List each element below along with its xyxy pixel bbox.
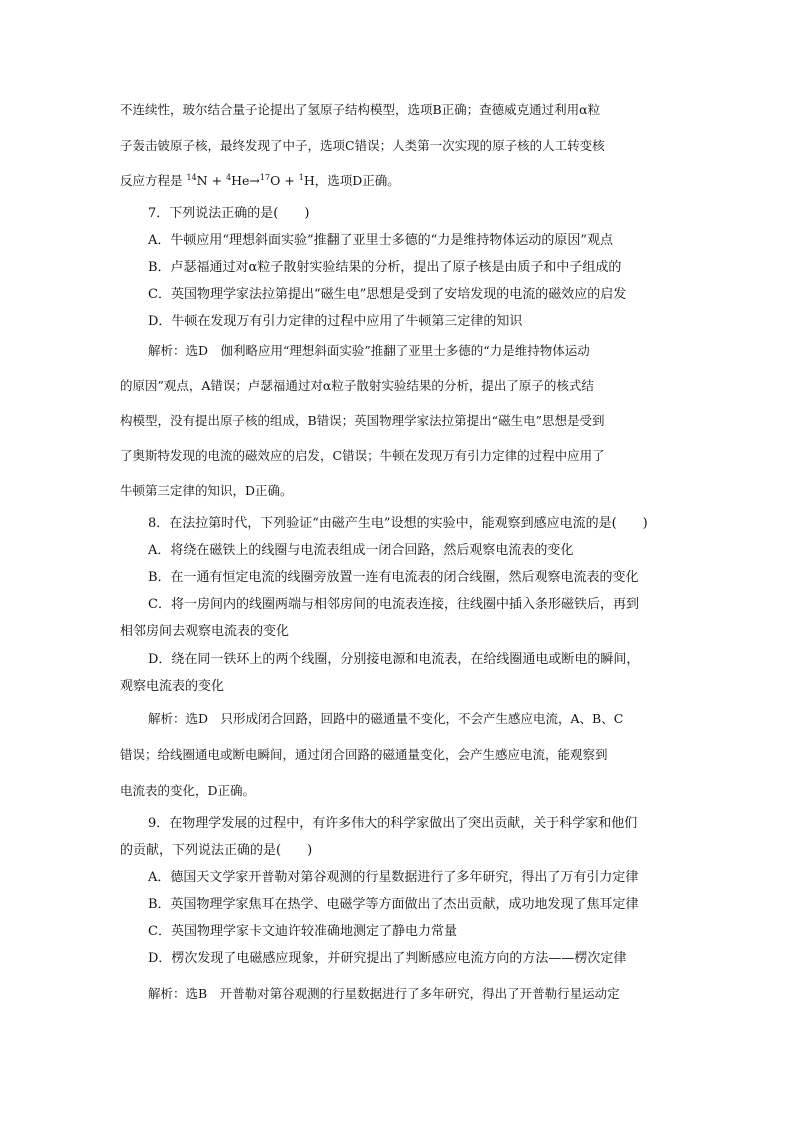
eq-superscript: 17 [259, 173, 271, 182]
answer-7-line: 解析：选D 伽利略应用“理想斜面实验”推翻了亚里士多德的“力是维持物体运动 [148, 343, 590, 358]
eq-superscript: 4 [226, 173, 232, 182]
eq-text: N + [196, 173, 227, 188]
answer-7-line: 牛顿第三定律的知识，D正确。 [120, 483, 293, 498]
eq-text: H，选项D正确。 [303, 173, 400, 188]
text-line: 不连续性，玻尔结合量子论提出了氢原子结构模型，选项B正确；查德威克通过利用α粒 [120, 102, 601, 117]
equation-line [120, 173, 676, 189]
question-8-option-d: D．绕在同一铁环上的两个线圈，分别接电源和电流表，在给线圈通电或断电的瞬间， [148, 652, 640, 667]
question-7-option-b: B．卢瑟福通过对α粒子散射实验结果的分析，提出了原子核是由质子和中子组成的 [148, 260, 622, 275]
answer-7-line: 的原因”观点，A错误；卢瑟福通过对α粒子散射实验结果的分析，提出了原子的核式结 [120, 378, 594, 393]
answer-7-line: 了奥斯特发现的电流的磁效应的启发，C错误；牛顿在发现万有引力定律的过程中应用了 [120, 448, 605, 463]
question-9-stem-cont: 的贡献，下列说法正确的是( ) [120, 843, 313, 858]
question-7-option-a: A．牛顿应用“理想斜面实验”推翻了亚里士多德的“力是维持物体运动的原因”观点 [148, 233, 613, 248]
question-9-stem: 9．在物理学发展的过程中，有许多伟大的科学家做出了突出贡献，关于科学家和他们 [148, 816, 638, 831]
eq-text: He→ [231, 173, 260, 188]
answer-9-line: 解析：选B 开普勒对第谷观测的行星数据进行了多年研究，得出了开普勒行星运动定 [148, 986, 620, 1001]
question-8-stem: 8．在法拉第时代，下列验证“由磁产生电”设想的实验中，能观察到感应电流的是( ) [148, 516, 648, 531]
question-9-option-c: C．英国物理学家卡文迪许较准确地测定了静电力常量 [148, 924, 457, 939]
answer-8-line: 解析：选D 只形成闭合回路，回路中的磁通量不变化，不会产生感应电流，A、B、C [148, 711, 624, 726]
answer-8-line: 错误；给线圈通电或断电瞬间，通过闭合回路的磁通量变化，会产生感应电流，能观察到 [120, 747, 608, 762]
question-8-option-b: B．在一通有恒定电流的线圈旁放置一连有电流表的闭合线圈，然后观察电流表的变化 [148, 570, 639, 585]
question-8-option-d-cont: 观察电流表的变化 [120, 679, 225, 694]
question-9-option-b: B．英国物理学家焦耳在热学、电磁学等方面做出了杰出贡献，成功地发现了焦耳定律 [148, 897, 639, 912]
answer-7-line: 构模型，没有提出原子核的组成，B错误；英国物理学家法拉第提出“磁生电”思想是受到 [120, 413, 605, 428]
eq-superscript: 14 [186, 173, 197, 182]
question-8-option-c-cont: 相邻房间去观察电流表的变化 [120, 624, 290, 639]
question-9-option-a: A．德国天文学家开普勒对第谷观测的行星数据进行了多年研究，得出了万有引力定律 [148, 870, 639, 885]
text-line: 子轰击铍原子核，最终发现了中子，选项C错误；人类第一次实现的原子核的人工转变核 [120, 138, 605, 153]
question-8-option-c: C．将一房间内的线圈两端与相邻房间的电流表连接，往线圈中插入条形磁铁后，再到 [148, 597, 639, 612]
question-8-option-a: A．将绕在磁铁上的线圈与电流表组成一闭合回路，然后观察电流表的变化 [148, 543, 574, 558]
question-7-option-d: D．牛顿在发现万有引力定律的过程中应用了牛顿第三定律的知识 [148, 314, 523, 329]
question-9-option-d: D．楞次发现了电磁感应现象，并研究提出了判断感应电流方向的方法——楞次定律 [148, 951, 627, 966]
eq-text: O + [270, 173, 299, 188]
eq-text: 反应方程是 [120, 173, 187, 188]
question-7-stem: 7．下列说法正确的是( ) [148, 206, 310, 221]
eq-superscript: 1 [298, 173, 304, 182]
answer-8-line: 电流表的变化，D正确。 [120, 783, 256, 798]
question-7-option-c: C．英国物理学家法拉第提出“磁生电”思想是受到了安培发现的电流的磁效应的启发 [148, 287, 627, 302]
